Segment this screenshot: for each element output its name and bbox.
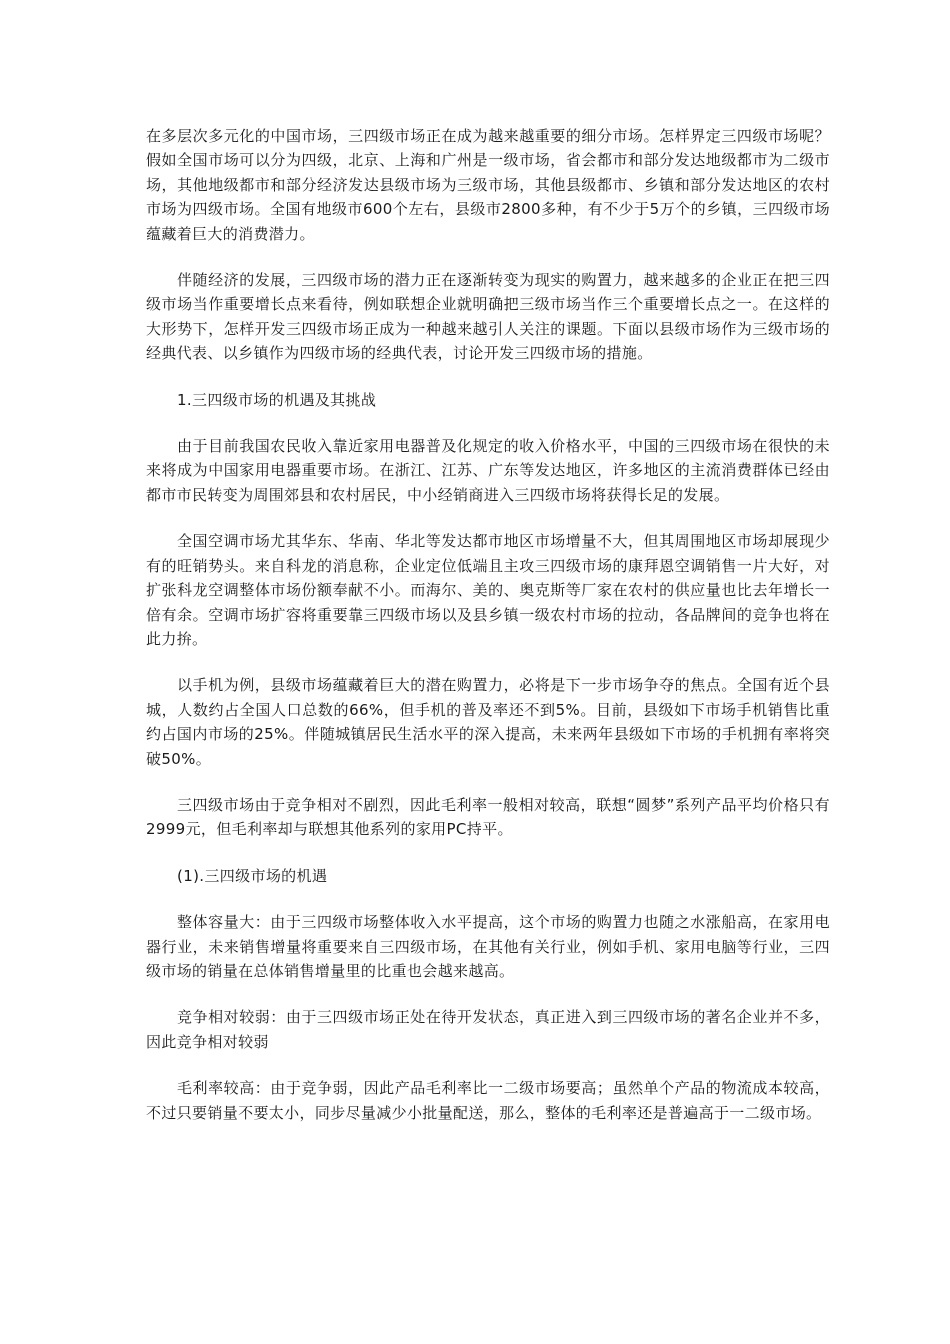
paragraph-intro: 在多层次多元化的中国市场，三四级市场正在成为越来越重要的细分市场。怎样界定三四级市场呢？假如全国市场可以分为四级，北京、上海和广州是一级市场，省会都市和部分发达地级都市为二级市场，其他地级都市和部分经济发达县级市场为三级市场，其他县级都市、乡镇和部分发达地区的农村市场为四级市场。全国有地级市600个左右，县级市2800多种，有不少于5万个的乡镇，三四级市场蕴藏着巨大的消费潜力。 [146,127,830,243]
paragraph-mobile-phones: 以手机为例，县级市场蕴藏着巨大的潜在购置力，必将是下一步市场争夺的焦点。全国有近个县城，人数约占全国人口总数的66%，但手机的普及率还不到5%。目前，县级如下市场手机销售比重约占国内市场的25%。伴随城镇居民生活水平的深入提高，未来两年县级如下市场的手机拥有率将突破50%。 [146,676,830,768]
subsection-heading-opportunities: (1).三四级市场的机遇 [177,866,328,885]
paragraph-development: 伴随经济的发展，三四级市场的潜力正在逐渐转变为现实的购置力，越来越多的企业正在把三四级市场当作重要增长点来看待，例如联想企业就明确把三级市场当作三个重要增长点之一。在这样的大形势下，怎样开发三四级市场正成为一种越来越引人关注的课题。下面以县级市场作为三级市场的经典代表、以乡镇作为四级市场的经典代表，讨论开发三四级市场的措施。 [146,271,830,363]
paragraph-gross-margin: 毛利率较高：由于竞争弱，因此产品毛利率比一二级市场要高；虽然单个产品的物流成本较高，不过只要销量不要太小，同步尽量减少小批量配送，那么，整体的毛利率还是普遍高于一二级市场。 [146,1079,830,1122]
paragraph-appliances: 由于目前我国农民收入靠近家用电器普及化规定的收入价格水平，中国的三四级市场在很快的未来将成为中国家用电器重要市场。在浙江、江苏、广东等发达地区，许多地区的主流消费群体已经由都市市民转变为周围郊县和农村居民，中小经销商进入三四级市场将获得长足的发展。 [146,437,830,504]
document-body [146,124,830,1125]
paragraph-competition: 竞争相对较弱：由于三四级市场正处在待开发状态，真正进入到三四级市场的著名企业并不多，因此竞争相对较弱 [146,1008,830,1051]
paragraph-air-conditioning: 全国空调市场尤其华东、华南、华北等发达都市地区市场增量不大，但其周围地区市场却展现少有的旺销势头。来自科龙的消息称，企业定位低端且主攻三四级市场的康拜恩空调销售一片大好，对扩张科龙空调整体市场份额奉献不小。而海尔、美的、奥克斯等厂家在农村的供应量也比去年增长一倍有余。空调市场扩容将重要靠三四级市场以及县乡镇一级农村市场的拉动，各品牌间的竞争也将在此力拚。 [146,532,830,648]
section-heading-opportunities-challenges: 1.三四级市场的机遇及其挑战 [177,390,377,409]
paragraph-margins: 三四级市场由于竞争相对不剧烈，因此毛利率一般相对较高，联想“圆梦”系列产品平均价格只有2999元，但毛利率却与联想其他系列的家用PC持平。 [146,795,830,839]
paragraph-capacity: 整体容量大：由于三四级市场整体收入水平提高，这个市场的购置力也随之水涨船高，在家用电器行业，未来销售增量将重要来自三四级市场，在其他有关行业，例如手机、家用电脑等行业，三四级市场的销量在总体销售增量里的比重也会越来越高。 [146,913,830,980]
